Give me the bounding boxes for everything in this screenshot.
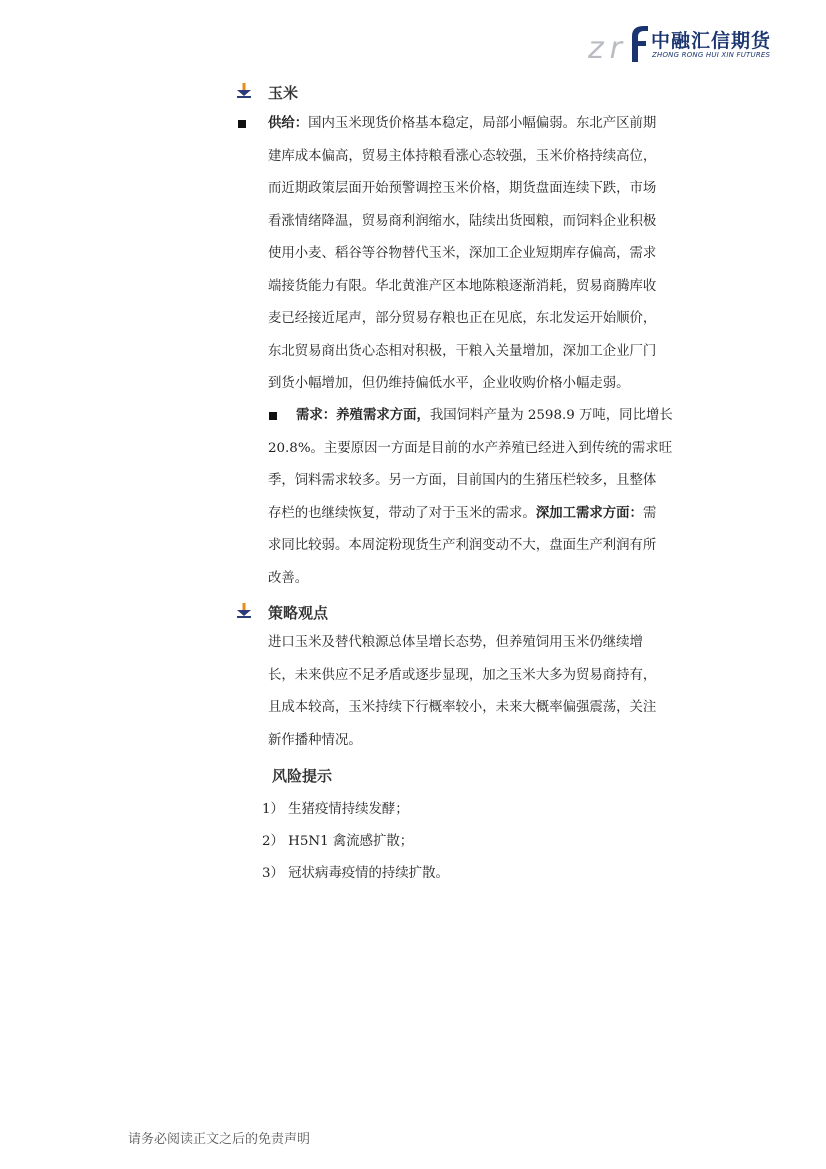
bullet-square <box>238 120 246 128</box>
svg-text:zr: zr <box>588 31 622 64</box>
risk-item: 3） 冠状病毒疫情的持续扩散。 <box>262 866 449 881</box>
strategy-paragraph <box>268 627 693 757</box>
logo-chinese-name: 中融汇信期货 <box>651 30 772 52</box>
demand-line: 20.8%。主要原因一方面是目前的水产养殖已经进入到传统的需求旺 <box>268 440 673 456</box>
risk-item: 2） H5N1 禽流感扩散； <box>262 834 414 849</box>
section-marker-icon <box>237 83 251 99</box>
supply-line: 到货小幅增加，但仍维持偏低水平，企业收购价格小幅走弱。 <box>268 376 630 391</box>
demand-line: 求同比较弱。本周淀粉现货生产利润变动不大，盘面生产利润有所 <box>268 538 657 553</box>
strategy-line: 且成本较高，玉米持续下行概率较小，未来大概率偏强震荡，关注 <box>268 700 657 715</box>
supply-line: 使用小麦、稻谷等谷物替代玉米，深加工企业短期库存偏高，需求 <box>268 246 657 261</box>
demand-sub-label-breeding: 养殖需求方面， <box>336 408 430 423</box>
company-logo <box>588 22 778 64</box>
supply-line: 而近期政策层面开始预警调控玉米价格，期货盘面连续下跌，市场 <box>268 181 657 196</box>
supply-line: 看涨情绪降温，贸易商利润缩水，陆续出货囤粮，而饲料企业积极 <box>268 213 657 229</box>
demand-paragraph <box>268 400 693 595</box>
demand-label: 需求： <box>296 408 337 423</box>
section-title-risk: 风险提示 <box>272 767 333 785</box>
risk-item: 1） 生猪疫情持续发酵； <box>262 802 409 817</box>
supply-line: 东北贸易商出货心态相对积极，干粮入关量增加，深加工企业厂门 <box>268 343 657 359</box>
demand-line: 改善。 <box>268 570 309 586</box>
logo-mark-icon <box>588 22 650 64</box>
demand-line: 季，饲料需求较多。另一方面，目前国内的生猪压栏较多，且整体 <box>268 473 657 488</box>
supply-line: 国内玉米现货价格基本稳定，局部小幅偏弱。东北产区前期 <box>308 116 657 131</box>
supply-paragraph <box>268 108 693 401</box>
demand-line: 我国饲料产量为 2598.9 万吨，同比增长 <box>429 408 673 423</box>
strategy-line: 进口玉米及替代粮源总体呈增长态势，但养殖饲用玉米仍继续增 <box>268 635 643 650</box>
logo-english-name: ZHONG RONG HUI XIN FUTURES <box>652 51 771 59</box>
supply-line: 建库成本偏高，贸易主体持粮看涨心态较强，玉米价格持续高位， <box>268 148 657 164</box>
section-marker-icon <box>237 603 251 619</box>
supply-label: 供给： <box>268 116 309 131</box>
strategy-line: 新作播种情况。 <box>268 732 362 748</box>
strategy-line: 长，未来供应不足矛盾或逐步显现，加之玉米大多为贸易商持有， <box>268 667 657 683</box>
supply-line: 麦已经接近尾声，部分贸易存粮也正在见底，东北发运开始顺价， <box>268 311 657 326</box>
demand-line: 需 <box>642 505 657 521</box>
footer-disclaimer: 请务必阅读正文之后的免责声明 <box>128 1132 311 1147</box>
demand-sub-label-processing: 深加工需求方面： <box>535 505 643 521</box>
section-title-corn: 玉米 <box>268 84 299 102</box>
section-title-strategy: 策略观点 <box>268 604 329 622</box>
supply-line: 端接货能力有限。华北黄淮产区本地陈粮逐渐消耗，贸易商腾库收 <box>268 278 657 294</box>
demand-line: 存栏的也继续恢复，带动了对于玉米的需求。 <box>268 505 536 521</box>
